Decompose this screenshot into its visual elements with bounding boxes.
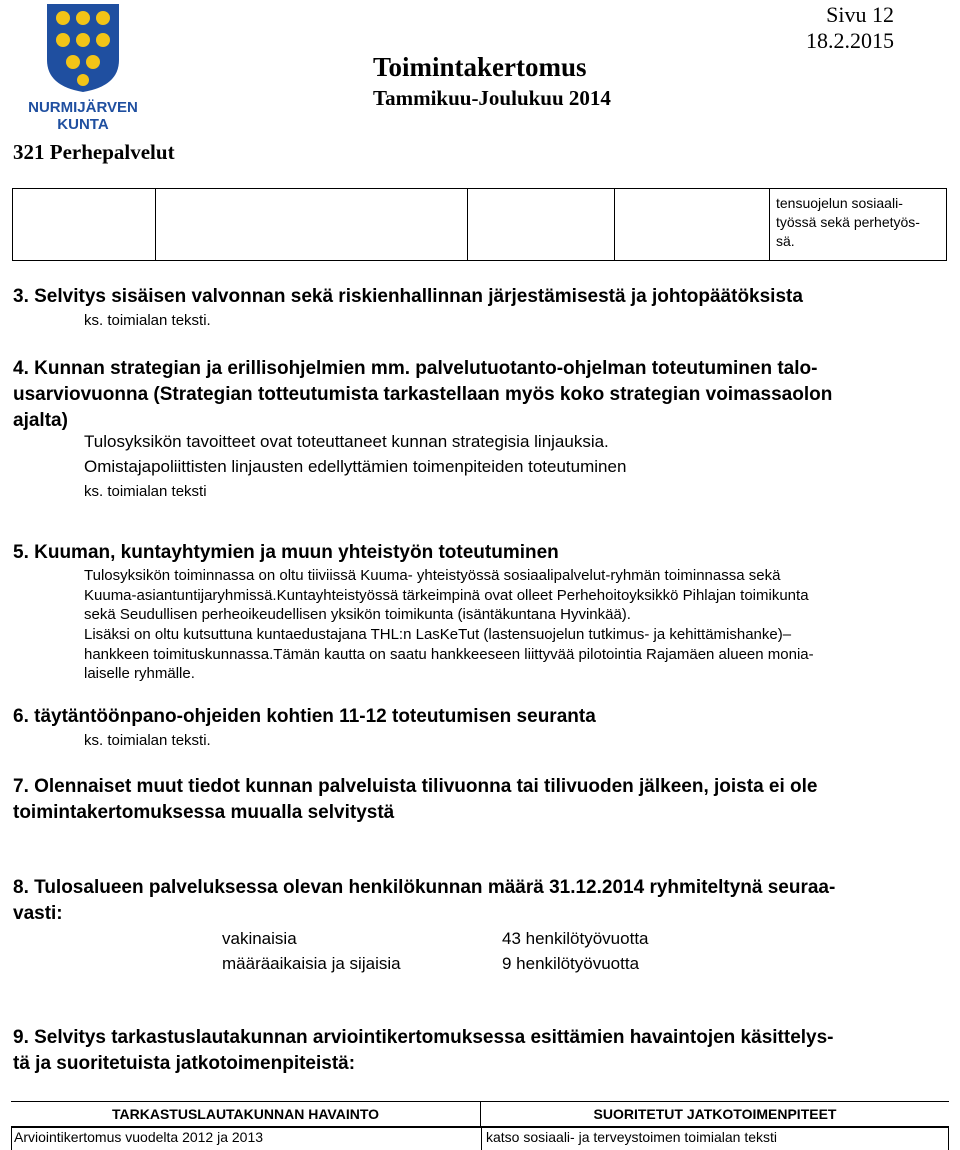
section-5-line-6: laiselle ryhmälle. (84, 665, 195, 682)
audit-table-cell-actions: katso sosiaali- ja terveystoimen toimialan teksti (486, 1129, 778, 1145)
section-4-paragraph-1: Tulosyksikön tavoitteet ovat toteuttaneet kunnan strategisia linjauksia. (84, 432, 609, 451)
section-4-paragraph-3: ks. toimialan teksti (84, 483, 207, 500)
document-period: Tammikuu-Joulukuu 2014 (373, 86, 611, 110)
section-5-heading: 5. Kuuman, kuntayhtymien ja muun yhteistyön toteutuminen (13, 542, 559, 563)
staff-value-permanent: 43 henkilötyövuotta (502, 929, 649, 948)
section-8-heading-line-2: vasti: (13, 903, 63, 924)
staff-label-permanent: vakinaisia (222, 929, 297, 948)
section-3-heading: 3. Selvitys sisäisen valvonnan sekä riskienhallinnan järjestämisestä ja johtopäätöksista (13, 286, 803, 307)
section-5-line-5: hankkeen toimituskunnassa.Tämän kautta on saatu hankkeeseen liittyvää pilotointia Rajamäen alueen monia- (84, 646, 814, 663)
audit-table-cell-findings: Arviointikertomus vuodelta 2012 ja 2013 (14, 1129, 264, 1145)
logo-text-1: NURMIJÄRVEN (28, 99, 138, 116)
section-9-heading-line-1: 9. Selvitys tarkastuslautakunnan arviointikertomuksessa esittämien havaintojen käsittelys- (13, 1027, 834, 1048)
department-name: 321 Perhepalvelut (13, 140, 175, 164)
section-4-heading-line-1: 4. Kunnan strategian ja erillisohjelmien mm. palvelutuotanto-ohjelman toteutuminen talo- (13, 358, 818, 379)
staff-value-temporary: 9 henkilötyövuotta (502, 954, 640, 973)
section-3-text: ks. toimialan teksti. (84, 312, 211, 329)
section-7-heading-line-2: toimintakertomuksessa muualla selvitystä (13, 802, 395, 823)
section-5-line-2: Kuuma-asiantuntijaryhmissä.Kuntayhteistyössä tärkeimpinä ovat olleet Perhehoitoyksikkö Pihlajan toimikunta (84, 587, 809, 604)
section-5-line-1: Tulosyksikön toiminnassa on oltu tiiviissä Kuuma- yhteistyössä sosiaalipalvelut-ryhmän toiminnassa sekä (84, 567, 781, 584)
section-4-heading-line-2: usarviovuonna (Strategian totteutumista tarkastellaan myös koko strategian voimassaolon (13, 384, 833, 405)
page-number: Sivu 12 (826, 2, 894, 27)
section-5-line-4: Lisäksi on oltu kutsuttuna kuntaedustajana THL:n LasKeTut (lastensuojelun tutkimus- ja kehittämishanke)– (84, 626, 792, 643)
staff-label-temporary: määräaikaisia ja sijaisia (222, 954, 401, 973)
section-4-heading-line-3: ajalta) (13, 410, 68, 431)
section-9-heading-line-2: tä ja suoritetuista jatkotoimenpiteistä: (13, 1053, 356, 1074)
audit-table-header-row (11, 1101, 949, 1127)
section-5-line-3: sekä Seudullisen perheoikeudellisen yksikön toimikunta (isäntäkuntana Hyvinkää). (84, 606, 631, 623)
logo-text-2: KUNTA (57, 116, 109, 132)
coat-of-arms-icon (20, 2, 146, 132)
section-8-heading-line-1: 8. Tulosalueen palveluksessa olevan henkilökunnan määrä 31.12.2014 ryhmiteltynä seuraa- (13, 877, 836, 898)
document-date: 18.2.2015 (806, 28, 894, 53)
audit-table-header-actions: SUORITETUT JATKOTOIMENPITEET (593, 1106, 837, 1122)
audit-table-header-findings: TARKASTUSLAUTAKUNNAN HAVAINTO (111, 1106, 380, 1122)
section-7-heading-line-1: 7. Olennaiset muut tiedot kunnan palveluista tilivuonna tai tilivuoden jälkeen, joista ei ole (13, 776, 818, 797)
section-4-paragraph-2: Omistajapoliittisten linjausten edellyttämien toimenpiteiden toteutuminen (84, 457, 627, 476)
municipality-logo (20, 2, 146, 132)
table-cell-text: tensuojelun sosiaali- työssä sekä perhetyös- sä. (776, 195, 920, 249)
section-6-text: ks. toimialan teksti. (84, 732, 211, 749)
document-title: Toimintakertomus (373, 52, 587, 82)
section-6-heading: 6. täytäntöönpano-ohjeiden kohtien 11-12 toteutumisen seuranta (13, 706, 596, 727)
